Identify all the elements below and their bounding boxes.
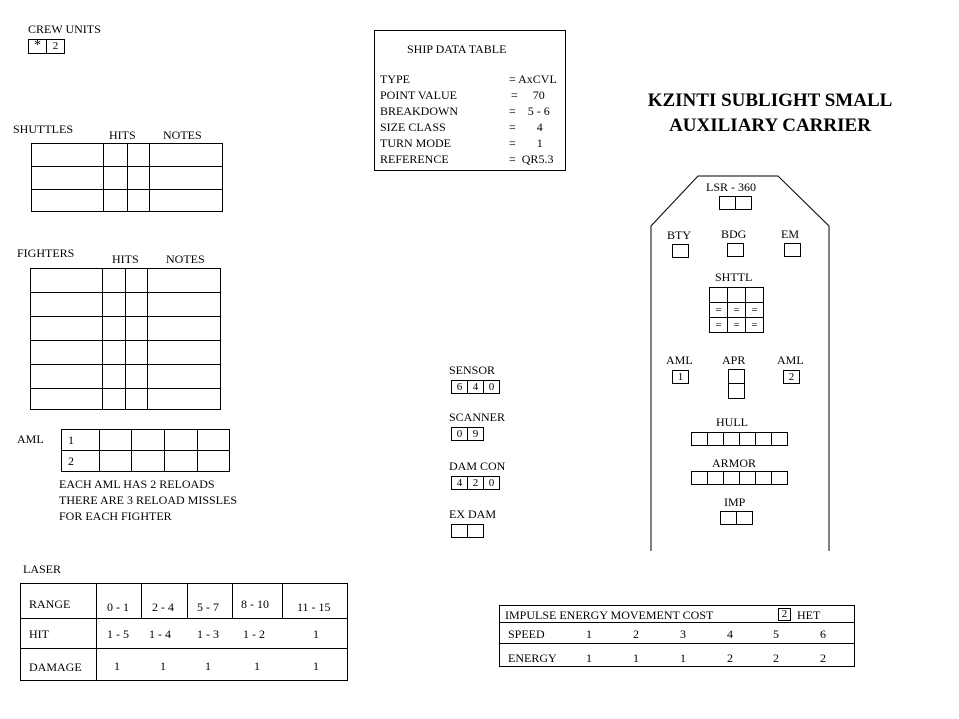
- fighter-notes-cell[interactable]: [148, 317, 221, 341]
- shuttles-notes-label: NOTES: [163, 128, 202, 142]
- crew-units-boxes: [28, 39, 65, 54]
- energy-value: 1: [633, 651, 639, 665]
- laser-row-label: RANGE: [29, 597, 71, 611]
- scanner-label: SCANNER: [449, 410, 506, 424]
- energy-value: 1: [680, 651, 686, 665]
- fighters-notes-label: NOTES: [166, 252, 205, 266]
- laser-hit-value: 1 - 2: [243, 627, 265, 641]
- laser-hit-value: 1: [313, 627, 319, 641]
- armor-box[interactable]: [755, 471, 772, 485]
- laser-damage-value: 1: [114, 659, 120, 673]
- hull-box[interactable]: [707, 432, 724, 446]
- shttl-box[interactable]: =: [728, 303, 746, 318]
- impulse-title: IMPULSE ENERGY MOVEMENT COST: [505, 608, 714, 622]
- aml-reload-cell[interactable]: [132, 430, 165, 451]
- laser-range-value: 8 - 10: [241, 597, 269, 611]
- aml-note: THERE ARE 3 RELOAD MISSLES: [59, 493, 238, 507]
- speed-value: 6: [820, 627, 826, 641]
- aml-reload-cell[interactable]: [100, 430, 132, 451]
- shuttle-hit-cell[interactable]: [128, 144, 150, 167]
- fighters-hits-label: HITS: [112, 252, 139, 266]
- fighters-label: FIGHTERS: [17, 246, 75, 260]
- shuttle-name-cell[interactable]: [32, 144, 104, 167]
- shuttles-table: [31, 143, 223, 212]
- laser-row-label: HIT: [29, 627, 49, 641]
- energy-value: 1: [586, 651, 592, 665]
- fighters-table: [30, 268, 221, 410]
- em-box[interactable]: [784, 243, 801, 257]
- fighter-hit-cell[interactable]: [126, 341, 148, 365]
- speed-value: 5: [773, 627, 779, 641]
- laser-table: [20, 583, 348, 681]
- lsr-box[interactable]: [735, 196, 752, 210]
- crew-units-box[interactable]: 2: [46, 39, 65, 54]
- ship-data-value: = 1: [509, 136, 543, 150]
- bdg-label: BDG: [721, 227, 747, 241]
- armor-box[interactable]: [691, 471, 708, 485]
- hull-box[interactable]: [755, 432, 772, 446]
- sensor-box[interactable]: 0: [483, 380, 500, 394]
- ship-data-value: = 70: [511, 88, 545, 102]
- shuttles-hits-label: HITS: [109, 128, 136, 142]
- shttl-box[interactable]: [710, 288, 728, 303]
- em-label: EM: [781, 227, 799, 241]
- fighter-notes-cell[interactable]: [148, 269, 221, 293]
- imp-box[interactable]: [736, 511, 753, 525]
- fighter-notes-cell[interactable]: [148, 365, 221, 389]
- aml-reload-cell[interactable]: [100, 451, 132, 472]
- fighter-hit-cell[interactable]: [126, 317, 148, 341]
- bty-label: BTY: [667, 228, 691, 242]
- armor-box[interactable]: [707, 471, 724, 485]
- impulse-cost-table: [499, 605, 855, 667]
- bty-box[interactable]: [672, 244, 689, 258]
- laser-range-value: 0 - 1: [107, 600, 129, 614]
- aml-reload-cell[interactable]: [198, 430, 230, 451]
- laser-hit-value: 1 - 5: [107, 627, 129, 641]
- fighter-name-cell[interactable]: [31, 293, 103, 317]
- shuttle-name-cell[interactable]: [32, 167, 104, 190]
- armor-label: ARMOR: [712, 456, 757, 470]
- laser-range-value: 2 - 4: [152, 600, 174, 614]
- laser-damage-value: 1: [254, 659, 260, 673]
- energy-value: 2: [727, 651, 733, 665]
- ship-name-line2: AUXILIARY CARRIER: [669, 115, 871, 136]
- fighter-name-cell[interactable]: [31, 269, 103, 293]
- het-label: HET: [797, 608, 821, 622]
- crew-units-box[interactable]: *: [28, 39, 47, 54]
- sensor-box[interactable]: 6: [451, 380, 468, 394]
- laser-range-value: 11 - 15: [297, 600, 331, 614]
- ship-data-value: = AxCVL: [509, 72, 557, 86]
- aml-row-number: 2: [62, 451, 100, 472]
- aml-right-label: AML: [777, 353, 804, 367]
- hull-label: HULL: [716, 415, 748, 429]
- ex-dam-label: EX DAM: [449, 507, 496, 521]
- laser-hit-value: 1 - 4: [149, 627, 171, 641]
- fighter-hit-cell[interactable]: [103, 317, 126, 341]
- fighter-hit-cell[interactable]: [103, 365, 126, 389]
- apr-box[interactable]: [728, 383, 745, 399]
- hull-box[interactable]: [691, 432, 708, 446]
- armor-box[interactable]: [739, 471, 756, 485]
- ex-dam-track: [451, 524, 484, 538]
- fighter-name-cell[interactable]: [31, 389, 103, 410]
- scanner-box[interactable]: 0: [451, 427, 468, 441]
- aml-note: EACH AML HAS 2 RELOADS: [59, 477, 215, 491]
- ship-name-line1: KZINTI SUBLIGHT SMALL: [647, 90, 893, 111]
- dam-con-track: [451, 476, 500, 490]
- het-box[interactable]: 2: [778, 608, 791, 621]
- shuttle-hit-cell[interactable]: [104, 190, 128, 212]
- laser-damage-value: 1: [313, 659, 319, 673]
- lsr-label: LSR - 360: [706, 180, 757, 194]
- energy-label: ENERGY: [508, 651, 557, 665]
- laser-label: LASER: [23, 562, 62, 576]
- aml-left-box[interactable]: 1: [672, 370, 689, 384]
- hull-box[interactable]: [771, 432, 788, 446]
- apr-box[interactable]: [728, 369, 745, 384]
- shuttle-notes-cell[interactable]: [150, 190, 223, 212]
- imp-box[interactable]: [720, 511, 737, 525]
- ex-dam-box[interactable]: [451, 524, 468, 538]
- shttl-box[interactable]: =: [746, 303, 764, 318]
- dam-con-label: DAM CON: [449, 459, 506, 473]
- scanner-track: [451, 427, 484, 441]
- ship-data-key: SIZE CLASS: [380, 120, 446, 134]
- fighter-hit-cell[interactable]: [126, 293, 148, 317]
- fighter-hit-cell[interactable]: [103, 269, 126, 293]
- laser-damage-value: 1: [160, 659, 166, 673]
- laser-range-value: 5 - 7: [197, 600, 219, 614]
- aml-note: FOR EACH FIGHTER: [59, 509, 172, 523]
- fighter-hit-cell[interactable]: [103, 389, 126, 410]
- shuttle-notes-cell[interactable]: [150, 144, 223, 167]
- fighter-hit-cell[interactable]: [126, 389, 148, 410]
- armor-box[interactable]: [723, 471, 740, 485]
- bdg-box[interactable]: [727, 243, 744, 257]
- ship-data-value: = 4: [509, 120, 543, 134]
- armor-box[interactable]: [771, 471, 788, 485]
- aml-reload-cell[interactable]: [132, 451, 165, 472]
- shttl-box[interactable]: =: [710, 318, 728, 333]
- shuttle-hit-cell[interactable]: [104, 144, 128, 167]
- ship-data-value: = QR5.3: [509, 152, 554, 166]
- aml-reload-cell[interactable]: [165, 451, 198, 472]
- fighter-name-cell[interactable]: [31, 341, 103, 365]
- speed-value: 4: [727, 627, 733, 641]
- speed-value: 3: [680, 627, 686, 641]
- fighter-notes-cell[interactable]: [148, 341, 221, 365]
- laser-row-label: DAMAGE: [29, 660, 82, 674]
- shuttles-label: SHUTTLES: [13, 122, 73, 136]
- laser-hit-value: 1 - 3: [197, 627, 219, 641]
- aml-row-number: 1: [62, 430, 100, 451]
- imp-boxes: [720, 511, 753, 525]
- fighter-notes-cell[interactable]: [148, 389, 221, 410]
- apr-label: APR: [722, 353, 746, 367]
- hull-box[interactable]: [739, 432, 756, 446]
- shttl-box[interactable]: =: [728, 318, 746, 333]
- speed-value: 2: [633, 627, 639, 641]
- shttl-boxes: [709, 287, 764, 333]
- ship-data-key: TYPE: [380, 72, 410, 86]
- imp-label: IMP: [724, 495, 746, 509]
- fighter-hit-cell[interactable]: [103, 341, 126, 365]
- dam-con-box[interactable]: 0: [483, 476, 500, 490]
- ship-data-key: TURN MODE: [380, 136, 451, 150]
- ship-data-key: REFERENCE: [380, 152, 449, 166]
- ex-dam-box[interactable]: [467, 524, 484, 538]
- laser-damage-value: 1: [205, 659, 211, 673]
- shuttle-hit-cell[interactable]: [128, 167, 150, 190]
- shuttle-notes-cell[interactable]: [150, 167, 223, 190]
- crew-units-label: CREW UNITS: [28, 22, 101, 36]
- lsr-box[interactable]: [719, 196, 736, 210]
- fighter-hit-cell[interactable]: [126, 365, 148, 389]
- energy-value: 2: [773, 651, 779, 665]
- sensor-box[interactable]: 4: [467, 380, 484, 394]
- shttl-box[interactable]: [746, 288, 764, 303]
- ship-data-table: [374, 30, 566, 171]
- speed-value: 1: [586, 627, 592, 641]
- aml-reload-cell[interactable]: [198, 451, 230, 472]
- shttl-box[interactable]: =: [746, 318, 764, 333]
- ship-data-key: BREAKDOWN: [380, 104, 458, 118]
- aml-left-label: AML: [666, 353, 693, 367]
- dam-con-box[interactable]: 2: [467, 476, 484, 490]
- shuttle-name-cell[interactable]: [32, 190, 104, 212]
- armor-boxes: [691, 471, 788, 485]
- scanner-box[interactable]: 9: [467, 427, 484, 441]
- sensor-track: [451, 380, 500, 394]
- aml-reload-cell[interactable]: [165, 430, 198, 451]
- shuttle-hit-cell[interactable]: [128, 190, 150, 212]
- aml-right-box[interactable]: 2: [783, 370, 800, 384]
- ship-data-title: SHIP DATA TABLE: [407, 42, 507, 56]
- fighter-hit-cell[interactable]: [126, 269, 148, 293]
- energy-value: 2: [820, 651, 826, 665]
- fighter-name-cell[interactable]: [31, 317, 103, 341]
- aml-table: [61, 429, 230, 472]
- shttl-box[interactable]: =: [710, 303, 728, 318]
- lsr-boxes: [719, 196, 752, 210]
- shuttle-hit-cell[interactable]: [104, 167, 128, 190]
- ship-data-key: POINT VALUE: [380, 88, 458, 102]
- sensor-label: SENSOR: [449, 363, 496, 377]
- fighter-notes-cell[interactable]: [148, 293, 221, 317]
- fighter-hit-cell[interactable]: [103, 293, 126, 317]
- shttl-box[interactable]: [728, 288, 746, 303]
- dam-con-box[interactable]: 4: [451, 476, 468, 490]
- shttl-label: SHTTL: [715, 270, 753, 284]
- hull-boxes: [691, 432, 788, 446]
- ship-data-value: = 5 - 6: [509, 104, 550, 118]
- hull-box[interactable]: [723, 432, 740, 446]
- aml-label: AML: [17, 432, 44, 446]
- fighter-name-cell[interactable]: [31, 365, 103, 389]
- speed-label: SPEED: [508, 627, 545, 641]
